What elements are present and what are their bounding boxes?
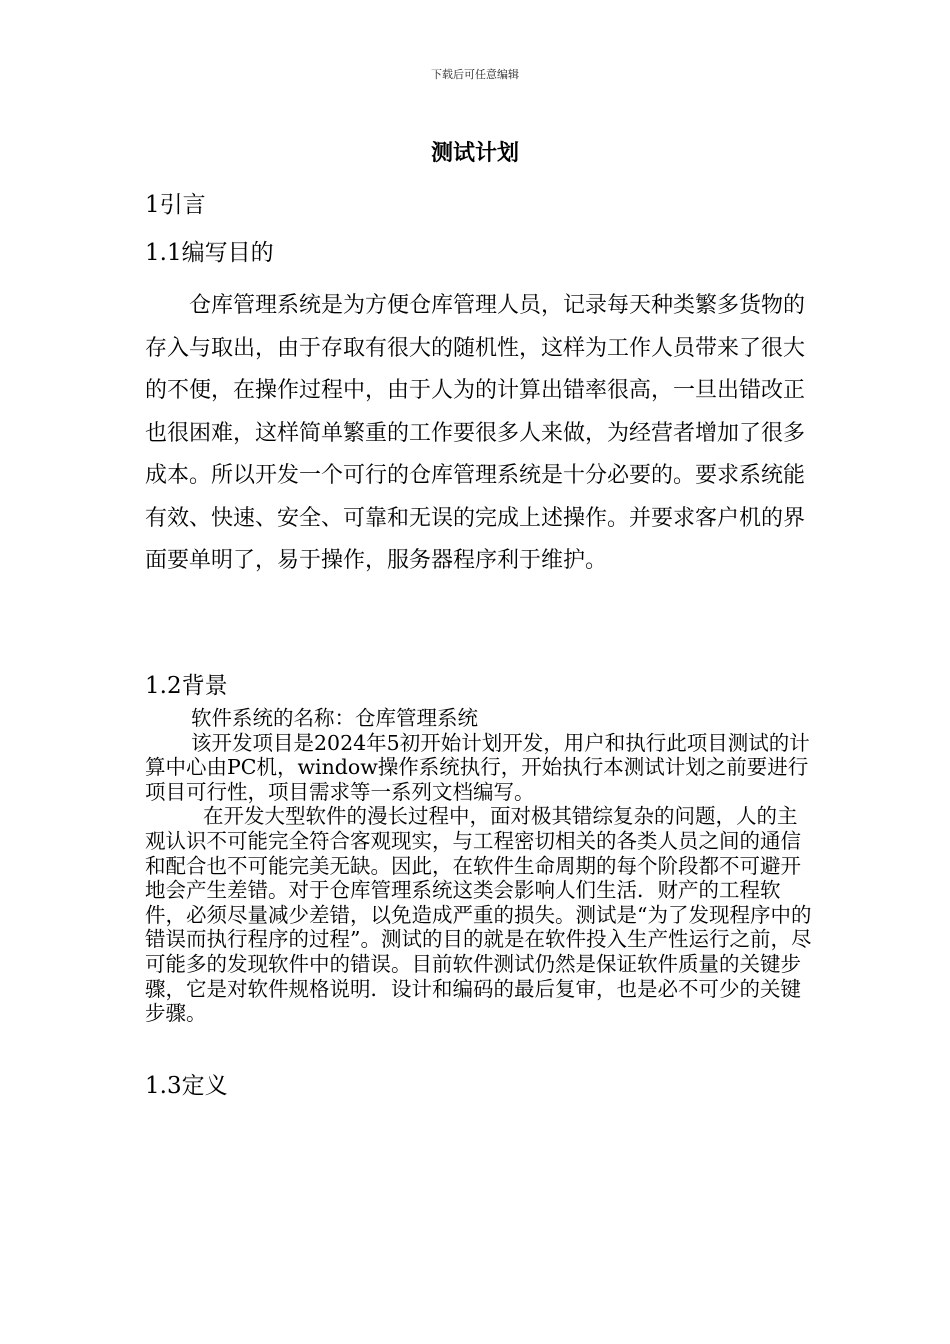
- section-1-1-heading: 1.1编写目的: [145, 240, 274, 266]
- section-1-heading: 1引言: [145, 192, 206, 218]
- section-1-3-heading: 1.3定义: [145, 1073, 228, 1099]
- software-name-line: 软件系统的名称：仓库管理系统: [191, 706, 478, 730]
- project-background-paragraph: 该开发项目是2024年5初开始计划开发，用户和执行此项目测试的计算中心由PC机，window操作系统执行，开始执行本测试计划之前要进行项目可行性，项目需求等一系列文档编写。: [145, 730, 810, 804]
- header-note: 下载后可任意编辑: [431, 68, 519, 81]
- testing-rationale-paragraph: 在开发大型软件的漫长过程中，面对极其错综复杂的问题，人的主观认识不可能完全符合客观现实，与工程密切相关的各类人员之间的通信和配合也不可能完美无缺。因此，在软件生命周期的每个阶段都不可避开地会产生差错。对于仓库管理系统这类会影响人们生活．财产的工程软件，必须尽量减少差错，以免造成严重的损失。测试是“为了发现程序中的错误而执行程序的过程”。测试的目的就是在软件投入生产性运行之前，尽可能多的发现软件中的错误。目前软件测试仍然是保证软件质量的关键步骤，它是对软件规格说明．设计和编码的最后复审，也是必不可少的关键步骤。: [145, 804, 812, 1026]
- document-title: 测试计划: [430, 140, 519, 166]
- section-1-2-heading: 1.2背景: [145, 673, 228, 699]
- section-1-2-body: [145, 706, 817, 1026]
- section-1-1-paragraph: 仓库管理系统是为方便仓库管理人员，记录每天种类繁多货物的存入与取出，由于存取有很大的随机性，这样为工作人员带来了很大的不便，在操作过程中，由于人为的计算出错率很高，一旦出错改正也很困难，这样简单繁重的工作要很多人来做，为经营者增加了很多成本。所以开发一个可行的仓库管理系统是十分必要的。要求系统能有效、快速、安全、可靠和无误的完成上述操作。并要求客户机的界面要单明了，易于操作，服务器程序利于维护。: [145, 293, 806, 573]
